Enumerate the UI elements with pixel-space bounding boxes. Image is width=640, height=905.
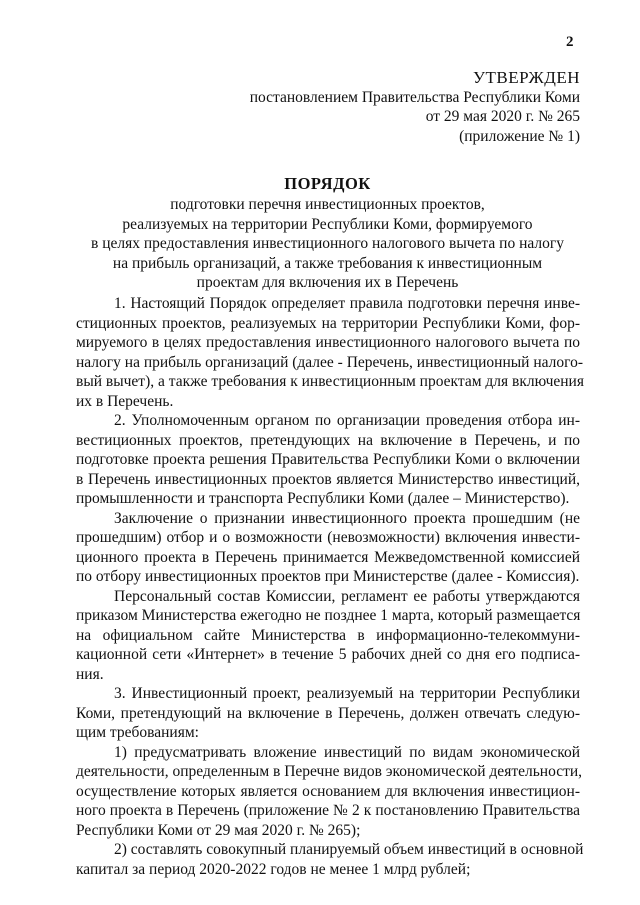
paragraph (76, 840, 584, 879)
paragraph-line: ния. (76, 665, 104, 683)
paragraph-line: в Перечень инвестиционных проектов является Министерство инвестиций, (76, 470, 580, 488)
paragraph (76, 509, 580, 587)
subtitle-line: подготовки перечня инвестиционных проектов, (170, 196, 485, 213)
approval-block (250, 68, 580, 146)
paragraph-line: налогу на прибыль организаций (далее - Перечень, инвестиционный налого- (76, 353, 584, 371)
subtitle-line: проектам для включения их в Перечень (196, 274, 459, 291)
paragraph-line: Заключение о признании инвестиционного проекта прошедшим (не (114, 509, 580, 527)
paragraph (76, 294, 584, 411)
approval-line: (приложение № 1) (459, 127, 580, 145)
paragraph-line: щим требованиям: (76, 724, 199, 741)
paragraph-line: деятельности, определенным в Перечне видов экономической деятельности, (76, 763, 583, 780)
paragraph (76, 684, 580, 743)
paragraph-line: 2) составлять совокупный планируемый объем инвестиций в основной (114, 841, 584, 858)
paragraph (76, 587, 580, 685)
paragraph-line: осуществление которых является основанием для включения инвестицион- (76, 782, 580, 800)
subtitle-line: в целях предоставления инвестиционного налогового вычета по налогу (91, 235, 564, 252)
paragraph-line: мируемого в целях предоставления инвестиционного налогового вычета по (76, 334, 580, 351)
approval-title: УТВЕРЖДЕН (473, 68, 580, 87)
paragraph-line: 2. Уполномоченным органом по организации проведения отбора ин- (114, 412, 580, 429)
paragraph-line: их в Перечень. (76, 392, 174, 410)
subtitle-line: реализуемых на территории Республики Коми, формируемого (122, 215, 533, 233)
paragraph-line: 1) предусматривать вложение инвестиций по видам экономической (114, 743, 580, 761)
paragraph-line: ного проекта в Перечень (приложение № 2 к постановлению Правительства (76, 802, 580, 819)
paragraph-line: 3. Инвестиционный проект, реализуемый на территории Республики (114, 685, 580, 702)
paragraph-line: прошедшим) отбор и о возможности (невозможности) включения инвести- (76, 529, 580, 546)
paragraph-line: 1. Настоящий Порядок определяет правила подготовки перечня инве- (114, 295, 580, 312)
paragraph-line: Республики Коми от 29 мая 2020 г. № 265); (76, 821, 361, 839)
paragraph-line: капитал за период 2020-2022 годов не менее 1 млрд рублей; (76, 860, 471, 878)
paragraph-line: ционного проекта в Перечень принимается Межведомственной комиссией (76, 548, 580, 566)
paragraph-line: Коми, претендующий на включение в Перечень, должен отвечать следую- (76, 704, 580, 722)
approval-line: от 29 мая 2020 г. № 265 (425, 108, 580, 125)
paragraph-line: на официальном сайте Министерства в информационно-телекоммуни- (76, 626, 580, 644)
paragraph-line: стиционных проектов, реализуемых на территории Республики Коми, фор- (76, 314, 580, 332)
paragraph-line: приказом Министерства ежегодно не позднее 1 марта, который размещается (76, 607, 581, 624)
paragraph-line: вестиционных проектов, претендующих на включение в Перечень, и по (76, 431, 580, 449)
document-subtitle (0, 195, 640, 293)
document-body (76, 294, 584, 879)
paragraph-line: вый вычет), а также требования к инвестиционным проектам для включения (76, 373, 584, 390)
paragraph-line: по отбору инвестиционных проектов при Министерстве (далее - Комиссия). (76, 568, 580, 585)
page-number: 2 (566, 34, 574, 50)
paragraph-line: кационной сети «Интернет» в течение 5 рабочих дней со дня его подписа- (76, 646, 580, 663)
document-title: ПОРЯДОК (284, 174, 371, 193)
paragraph-line: Персональный состав Комиссии, регламент ее работы утверждаются (114, 587, 580, 605)
paragraph (76, 411, 580, 509)
paragraph-line: подготовке проекта решения Правительства Республики Коми о включении (76, 451, 580, 468)
paragraph (76, 743, 583, 841)
approval-line: постановлением Правительства Республики Коми (249, 88, 580, 106)
paragraph-line: промышленности и транспорта Республики Коми (далее – Министерство). (76, 490, 570, 507)
subtitle-line: на прибыль организаций, а также требования к инвестиционным (112, 254, 543, 272)
